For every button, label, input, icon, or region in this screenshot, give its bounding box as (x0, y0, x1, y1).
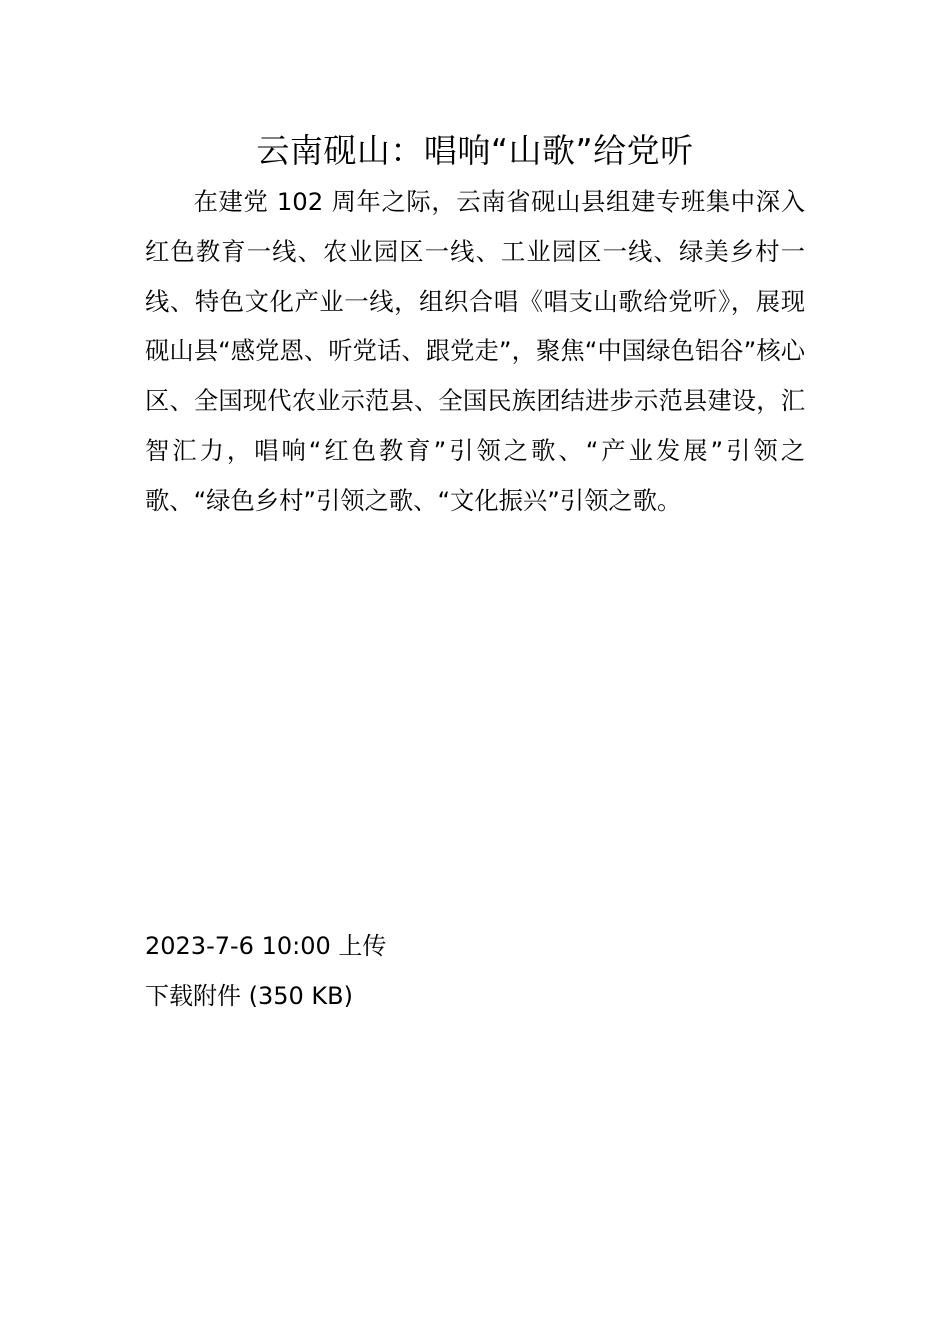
upload-timestamp: 2023-7-6 10:00 上传 (145, 932, 387, 960)
download-attachment-link[interactable]: 下载附件 (350 KB) (145, 982, 353, 1010)
article-title: 云南砚山：唱响“山歌”给党听 (256, 131, 694, 170)
article-body: 在建党 102 周年之际，云南省砚山县组建专班集中深入红色教育一线、农业园区一线、工业园区一线、绿美乡村一线、特色文化产业一线，组织合唱《唱支山歌给党听》，展现砚山县“感党恩、听党话、跟党走”，聚焦“中国绿色铝谷”核心区、全国现代农业示范县、全国民族团结进步示范县建设，汇智汇力，唱响“红色教育”引领之歌、“产业发展”引领之歌、“绿色乡村”引领之歌、“文化振兴”引领之歌。 (145, 187, 805, 515)
